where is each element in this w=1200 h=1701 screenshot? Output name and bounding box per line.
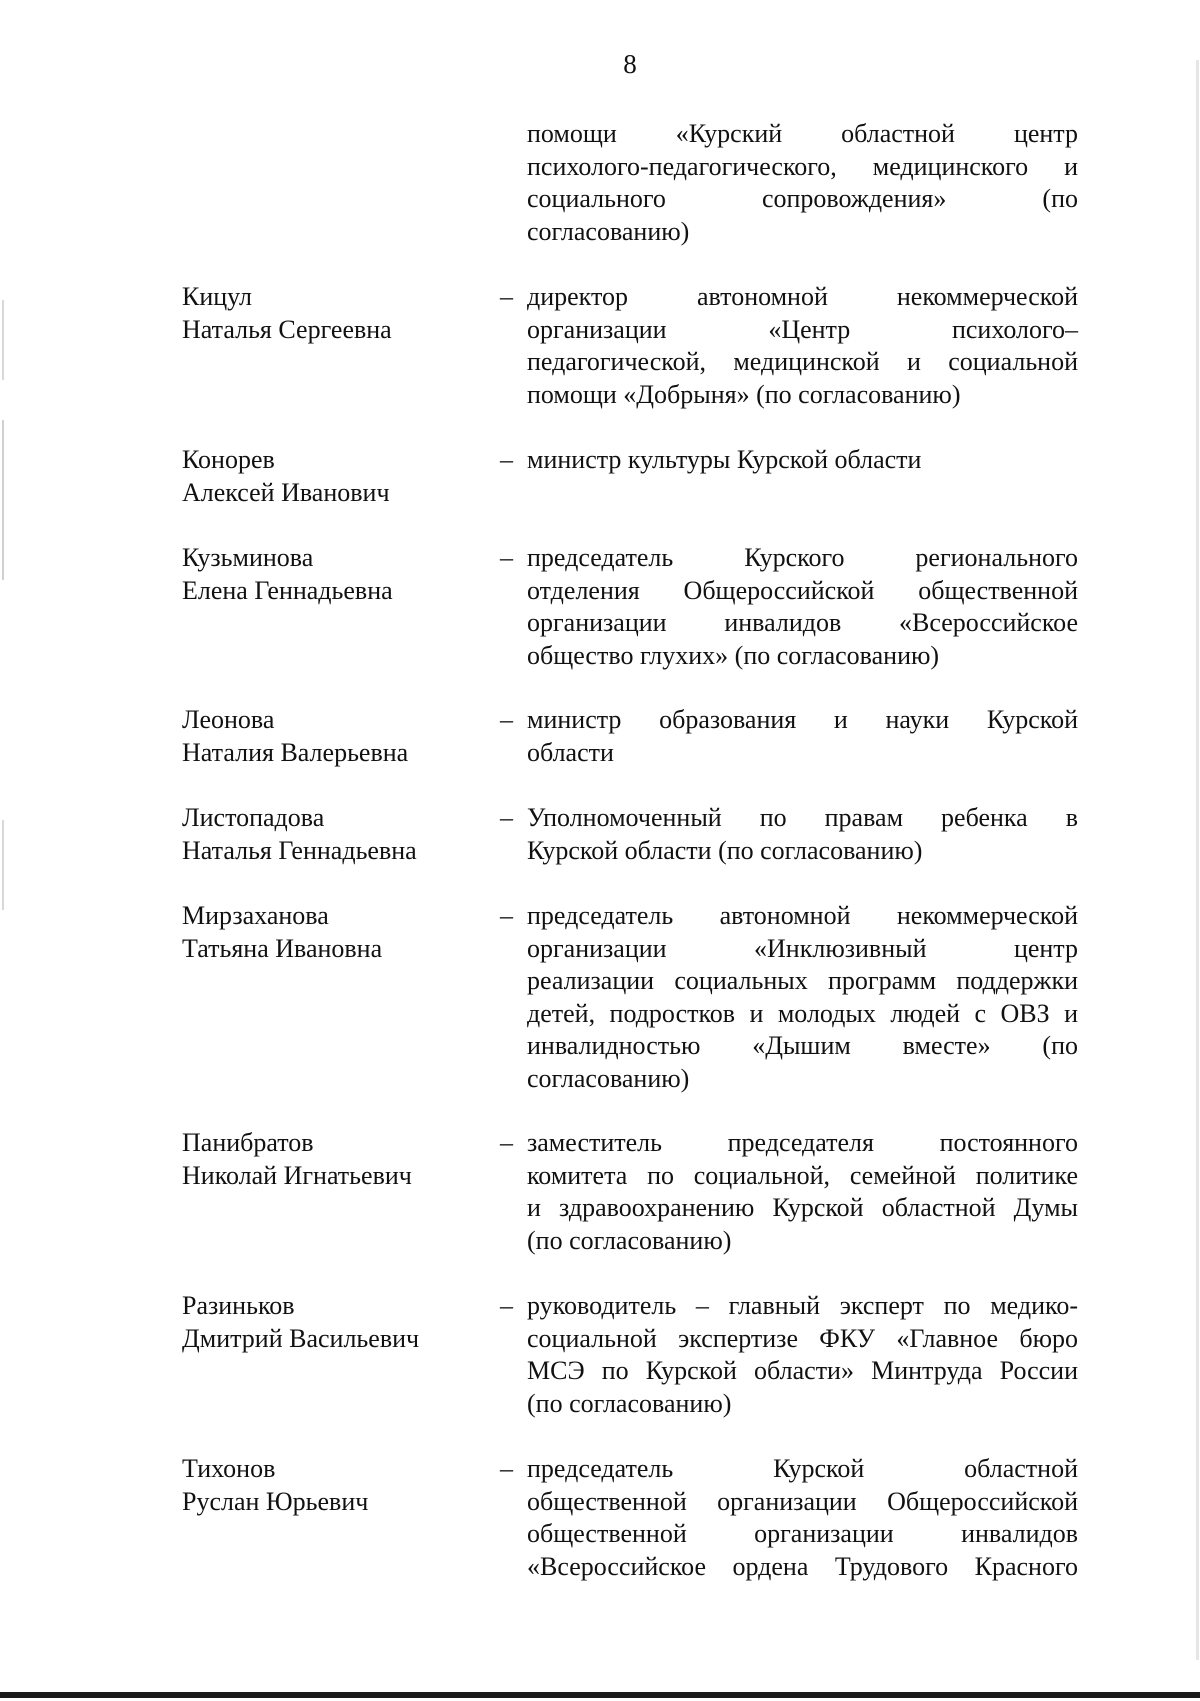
member-given-name: Дмитрий Васильевич — [182, 1323, 420, 1353]
description-line: директор автономной некоммерческой — [527, 282, 1078, 311]
description-line: и здравоохранению Курской областной Думы — [527, 1193, 1078, 1222]
description-line: руководитель – главный эксперт по медико- — [527, 1291, 1078, 1320]
member-given-name: Руслан Юрьевич — [182, 1486, 369, 1516]
member-surname: Конорев — [182, 445, 275, 474]
description-line: общественной организации инвалидов — [527, 1519, 1078, 1548]
description-line: педагогической, медицинской и социальной — [527, 347, 1078, 376]
member-given-name: Наталия Валерьевна — [182, 737, 409, 767]
member-surname: Леонова — [182, 705, 275, 734]
member-given-name: Елена Геннадьевна — [182, 575, 393, 605]
member-surname: Кицул — [182, 282, 253, 311]
description-line: социального сопровождения» (по — [527, 184, 1078, 213]
member-surname: Листопадова — [182, 803, 325, 832]
member-position — [527, 1127, 1078, 1257]
member-name — [182, 1453, 482, 1518]
description-line: согласованию) — [527, 1063, 690, 1093]
scan-bottom-edge — [0, 1692, 1200, 1698]
description-line: председатель Курской областной — [527, 1454, 1078, 1483]
member-position — [527, 281, 1078, 411]
member-position — [527, 1290, 1078, 1420]
member-name — [182, 802, 482, 867]
member-name — [182, 542, 482, 607]
description-line: Курской области (по согласованию) — [527, 835, 923, 865]
entry-dash: – — [500, 1291, 513, 1320]
entry-dash: – — [500, 282, 513, 311]
continuation-description — [527, 118, 1078, 248]
description-line: министр образования и науки Курской — [527, 705, 1078, 734]
member-position — [527, 542, 1078, 672]
description-line: согласованию) — [527, 216, 690, 246]
scan-margin-mark — [2, 300, 4, 380]
entry-dash: – — [500, 705, 513, 734]
description-line: психолого-педагогического, медицинского и — [527, 151, 1078, 181]
description-line: помощи «Добрыня» (по согласованию) — [527, 379, 961, 409]
member-position — [527, 704, 1078, 769]
entry-dash: – — [500, 1128, 513, 1157]
description-line: МСЭ по Курской области» Минтруда России — [527, 1356, 1078, 1385]
scan-margin-mark — [2, 820, 4, 910]
member-name — [182, 704, 482, 769]
member-surname: Тихонов — [182, 1454, 276, 1483]
member-given-name: Наталья Сергеевна — [182, 314, 392, 344]
member-surname: Панибратов — [182, 1128, 314, 1157]
member-position — [527, 444, 1078, 477]
member-name — [182, 444, 482, 509]
member-name — [182, 1290, 482, 1355]
member-given-name: Алексей Иванович — [182, 477, 390, 507]
description-line: организации «Инклюзивный центр — [527, 933, 1078, 963]
description-line: (по согласованию) — [527, 1388, 732, 1418]
member-position — [527, 900, 1078, 1095]
description-line: организации инвалидов «Всероссийское — [527, 608, 1078, 637]
member-name — [182, 281, 482, 346]
member-position — [527, 802, 1078, 867]
description-line: «Всероссийское ордена Трудового Красного — [527, 1551, 1078, 1581]
description-line: Уполномоченный по правам ребенка в — [527, 803, 1078, 832]
description-line: отделения Общероссийской общественной — [527, 575, 1078, 605]
member-surname: Разиньков — [182, 1291, 295, 1320]
member-position — [527, 1453, 1078, 1583]
entry-dash: – — [500, 803, 513, 832]
description-line: помощи «Курский областной центр — [527, 119, 1078, 148]
page-number: 8 — [623, 49, 637, 79]
description-line: детей, подростков и молодых людей с ОВЗ и — [527, 998, 1078, 1028]
member-name — [182, 900, 482, 965]
member-name — [182, 1127, 482, 1192]
description-line: организации «Центр психолого– — [527, 314, 1078, 344]
description-line: (по согласованию) — [527, 1225, 732, 1255]
description-line: реализации социальных программ поддержки — [527, 966, 1078, 995]
description-line: председатель Курского регионального — [527, 543, 1078, 572]
description-line: председатель автономной некоммерческой — [527, 901, 1078, 930]
description-line: инвалидностью «Дышим вместе» (по — [527, 1031, 1078, 1060]
description-line: заместитель председателя постоянного — [527, 1128, 1078, 1157]
scan-edge-shadow — [1196, 60, 1199, 1660]
member-given-name: Наталья Геннадьевна — [182, 835, 417, 865]
member-given-name: Татьяна Ивановна — [182, 933, 383, 963]
member-given-name: Николай Игнатьевич — [182, 1160, 412, 1190]
member-surname: Мирзаханова — [182, 901, 329, 930]
entry-dash: – — [500, 901, 513, 930]
entry-dash: – — [500, 1454, 513, 1483]
description-line: общество глухих» (по согласованию) — [527, 640, 940, 670]
scan-margin-mark — [2, 420, 4, 580]
entry-dash: – — [500, 543, 513, 572]
entry-dash: – — [500, 445, 513, 474]
description-line: области — [527, 737, 614, 767]
description-line: комитета по социальной, семейной политике — [527, 1160, 1078, 1190]
member-surname: Кузьминова — [182, 543, 314, 572]
description-line: общественной организации Общероссийской — [527, 1486, 1078, 1516]
description-line: социальной экспертизе ФКУ «Главное бюро — [527, 1323, 1078, 1353]
description-line: министр культуры Курской области — [527, 445, 922, 474]
